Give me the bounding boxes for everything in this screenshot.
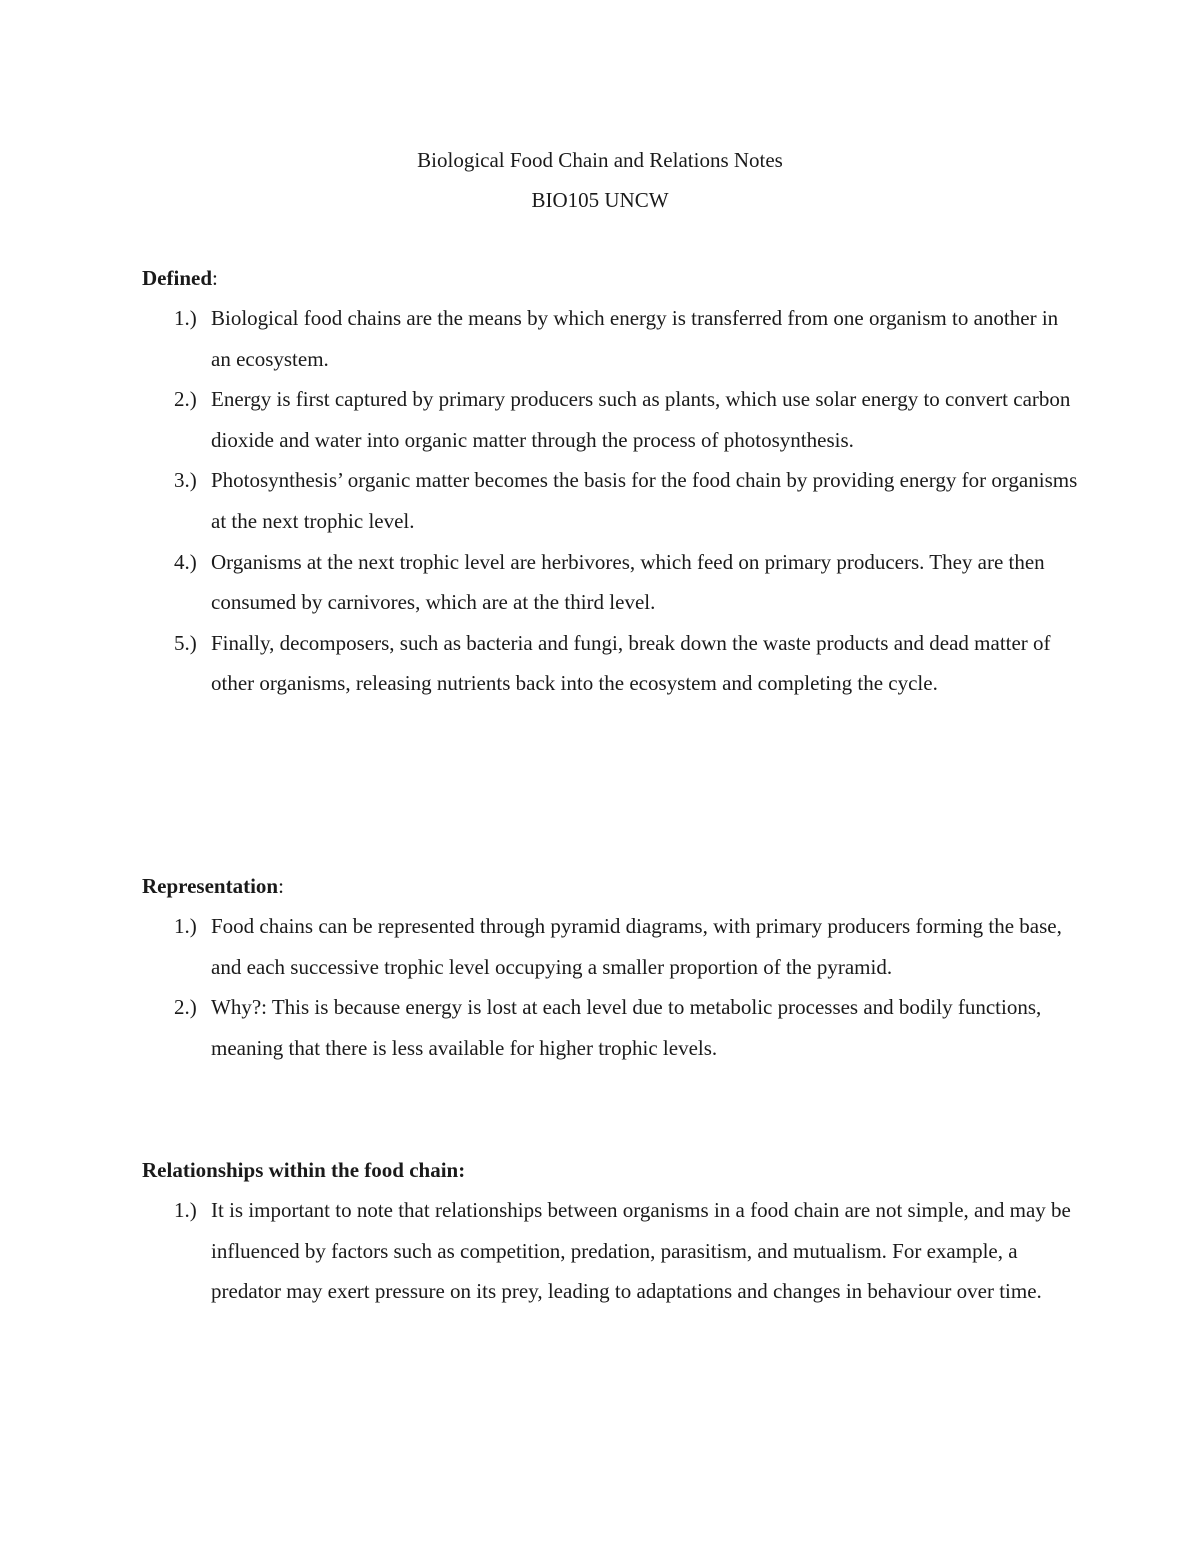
list-item — [142, 542, 1082, 623]
list-item — [142, 623, 1082, 704]
section-heading — [142, 258, 1082, 298]
item-number: 2.) — [174, 995, 197, 1020]
item-text: Food chains can be represented through pyramid diagrams, with primary producers forming the base, and each successive trophic level occupying a smaller proportion of the pyramid. — [211, 914, 1062, 979]
item-text: It is important to note that relationships between organisms in a food chain are not simple, and may be influenced by factors such as competition, predation, parasitism, and mutualism. For example, a predator may exert pressure on its prey, leading to adaptations and changes in behaviour over time. — [211, 1198, 1071, 1304]
section-heading — [142, 1150, 1082, 1190]
item-number: 2.) — [174, 387, 197, 412]
item-list — [142, 298, 1082, 704]
section-representation — [142, 866, 1082, 1068]
heading-suffix: : — [212, 266, 218, 290]
heading-suffix: : — [278, 874, 284, 898]
list-item — [142, 1190, 1082, 1312]
list-item — [142, 906, 1082, 987]
heading-text: Relationships within the food chain: — [142, 1158, 466, 1182]
item-text: Photosynthesis’ organic matter becomes the basis for the food chain by providing energy for organisms at the next trophic level. — [211, 468, 1078, 533]
item-list — [142, 1190, 1082, 1312]
item-number: 1.) — [174, 914, 197, 938]
heading-text: Defined — [142, 266, 212, 290]
section-relationships — [142, 1150, 1082, 1312]
item-number: 3.) — [174, 468, 197, 493]
list-item — [142, 298, 1082, 379]
item-number: 1.) — [174, 1198, 197, 1222]
section-heading — [142, 866, 1082, 906]
heading-text: Representation — [142, 874, 279, 898]
item-number: 1.) — [174, 306, 197, 330]
list-item — [142, 379, 1082, 460]
item-number: 4.) — [174, 549, 197, 574]
item-text: Why?: This is because energy is lost at each level due to metabolic processes and bodily functions, meaning that there is less available for higher trophic levels. — [211, 995, 1042, 1060]
item-number: 5.) — [174, 630, 197, 655]
title-block — [0, 140, 1200, 220]
item-text: Energy is first captured by primary producers such as plants, which use solar energy to convert carbon dioxide and water into organic matter through the process of photosynthesis. — [211, 387, 1071, 452]
document-title: Biological Food Chain and Relations Notes — [417, 148, 783, 172]
list-item — [142, 987, 1082, 1068]
item-list — [142, 906, 1082, 1068]
item-text: Organisms at the next trophic level are herbivores, which feed on primary producers. They are then consumed by carnivores, which are at the third level. — [211, 549, 1045, 615]
section-defined — [142, 258, 1082, 704]
document-subtitle: BIO105 UNCW — [531, 188, 669, 212]
item-text: Biological food chains are the means by which energy is transferred from one organism to another in an ecosystem. — [211, 306, 1059, 371]
list-item — [142, 460, 1082, 541]
item-text: Finally, decomposers, such as bacteria and fungi, break down the waste products and dead matter of other organisms, releasing nutrients back into the ecosystem and completing the cycle. — [211, 630, 1051, 696]
